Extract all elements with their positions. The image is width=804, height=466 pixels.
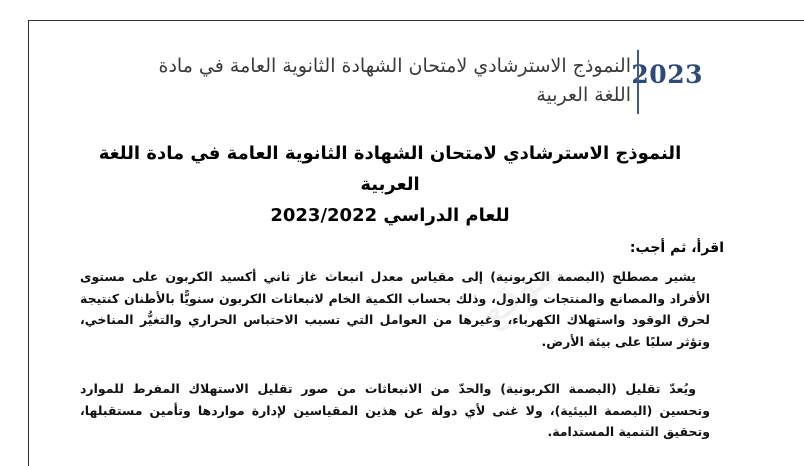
page-header: [120, 48, 705, 116]
header-year: 2023: [631, 60, 703, 89]
paragraph-2: ويُعدّ تقليل (البصمة الكربونية) والحدّ من الانبعاثات من صور تقليل الاستهلاك المفرط للموارد وتحسين (البصمة البيئية)، ولا غنى لأي دولة عن هذين المقياسين لإدارة مواردها وتأمين مستقبلها، وتحقيق التنمية المستدامة.: [80, 381, 710, 439]
section-heading: اقرأ، ثم أجب:: [629, 240, 724, 256]
watermark-stamp: موقع: [470, 249, 564, 337]
document-title-line-1: النموذج الاسترشادي لامتحان الشهادة الثانوية العامة في مادة اللغة العربية: [98, 143, 682, 195]
header-title: النموذج الاسترشادي لامتحان الشهادة الثانوية العامة في مادة اللغة العربية: [158, 55, 631, 106]
header-divider: [637, 50, 639, 114]
document-title: [90, 138, 690, 231]
document-title-line-2: للعام الدراسي 2023/2022: [270, 205, 510, 226]
top-border-line: [28, 20, 804, 21]
paragraph-1: يشير مصطلح (البصمة الكربونية) إلى مقياس معدل انبعاث غاز ثاني أكسيد الكربون على مستوى الأفراد والمصانع والمنتجات والدول، وذلك بحساب الكمية الخام لانبعاثات الكربون سنويًّا بالأطنان كنتيجة لحرق الوقود واستهلاك الكهرباء، وغيرها من العوامل التي تسبب الاحتباس الحراري والتغيُّر المناخي، وتؤثر سلبًا على بيئة الأرض.: [80, 269, 710, 349]
left-border-line: [28, 20, 29, 466]
